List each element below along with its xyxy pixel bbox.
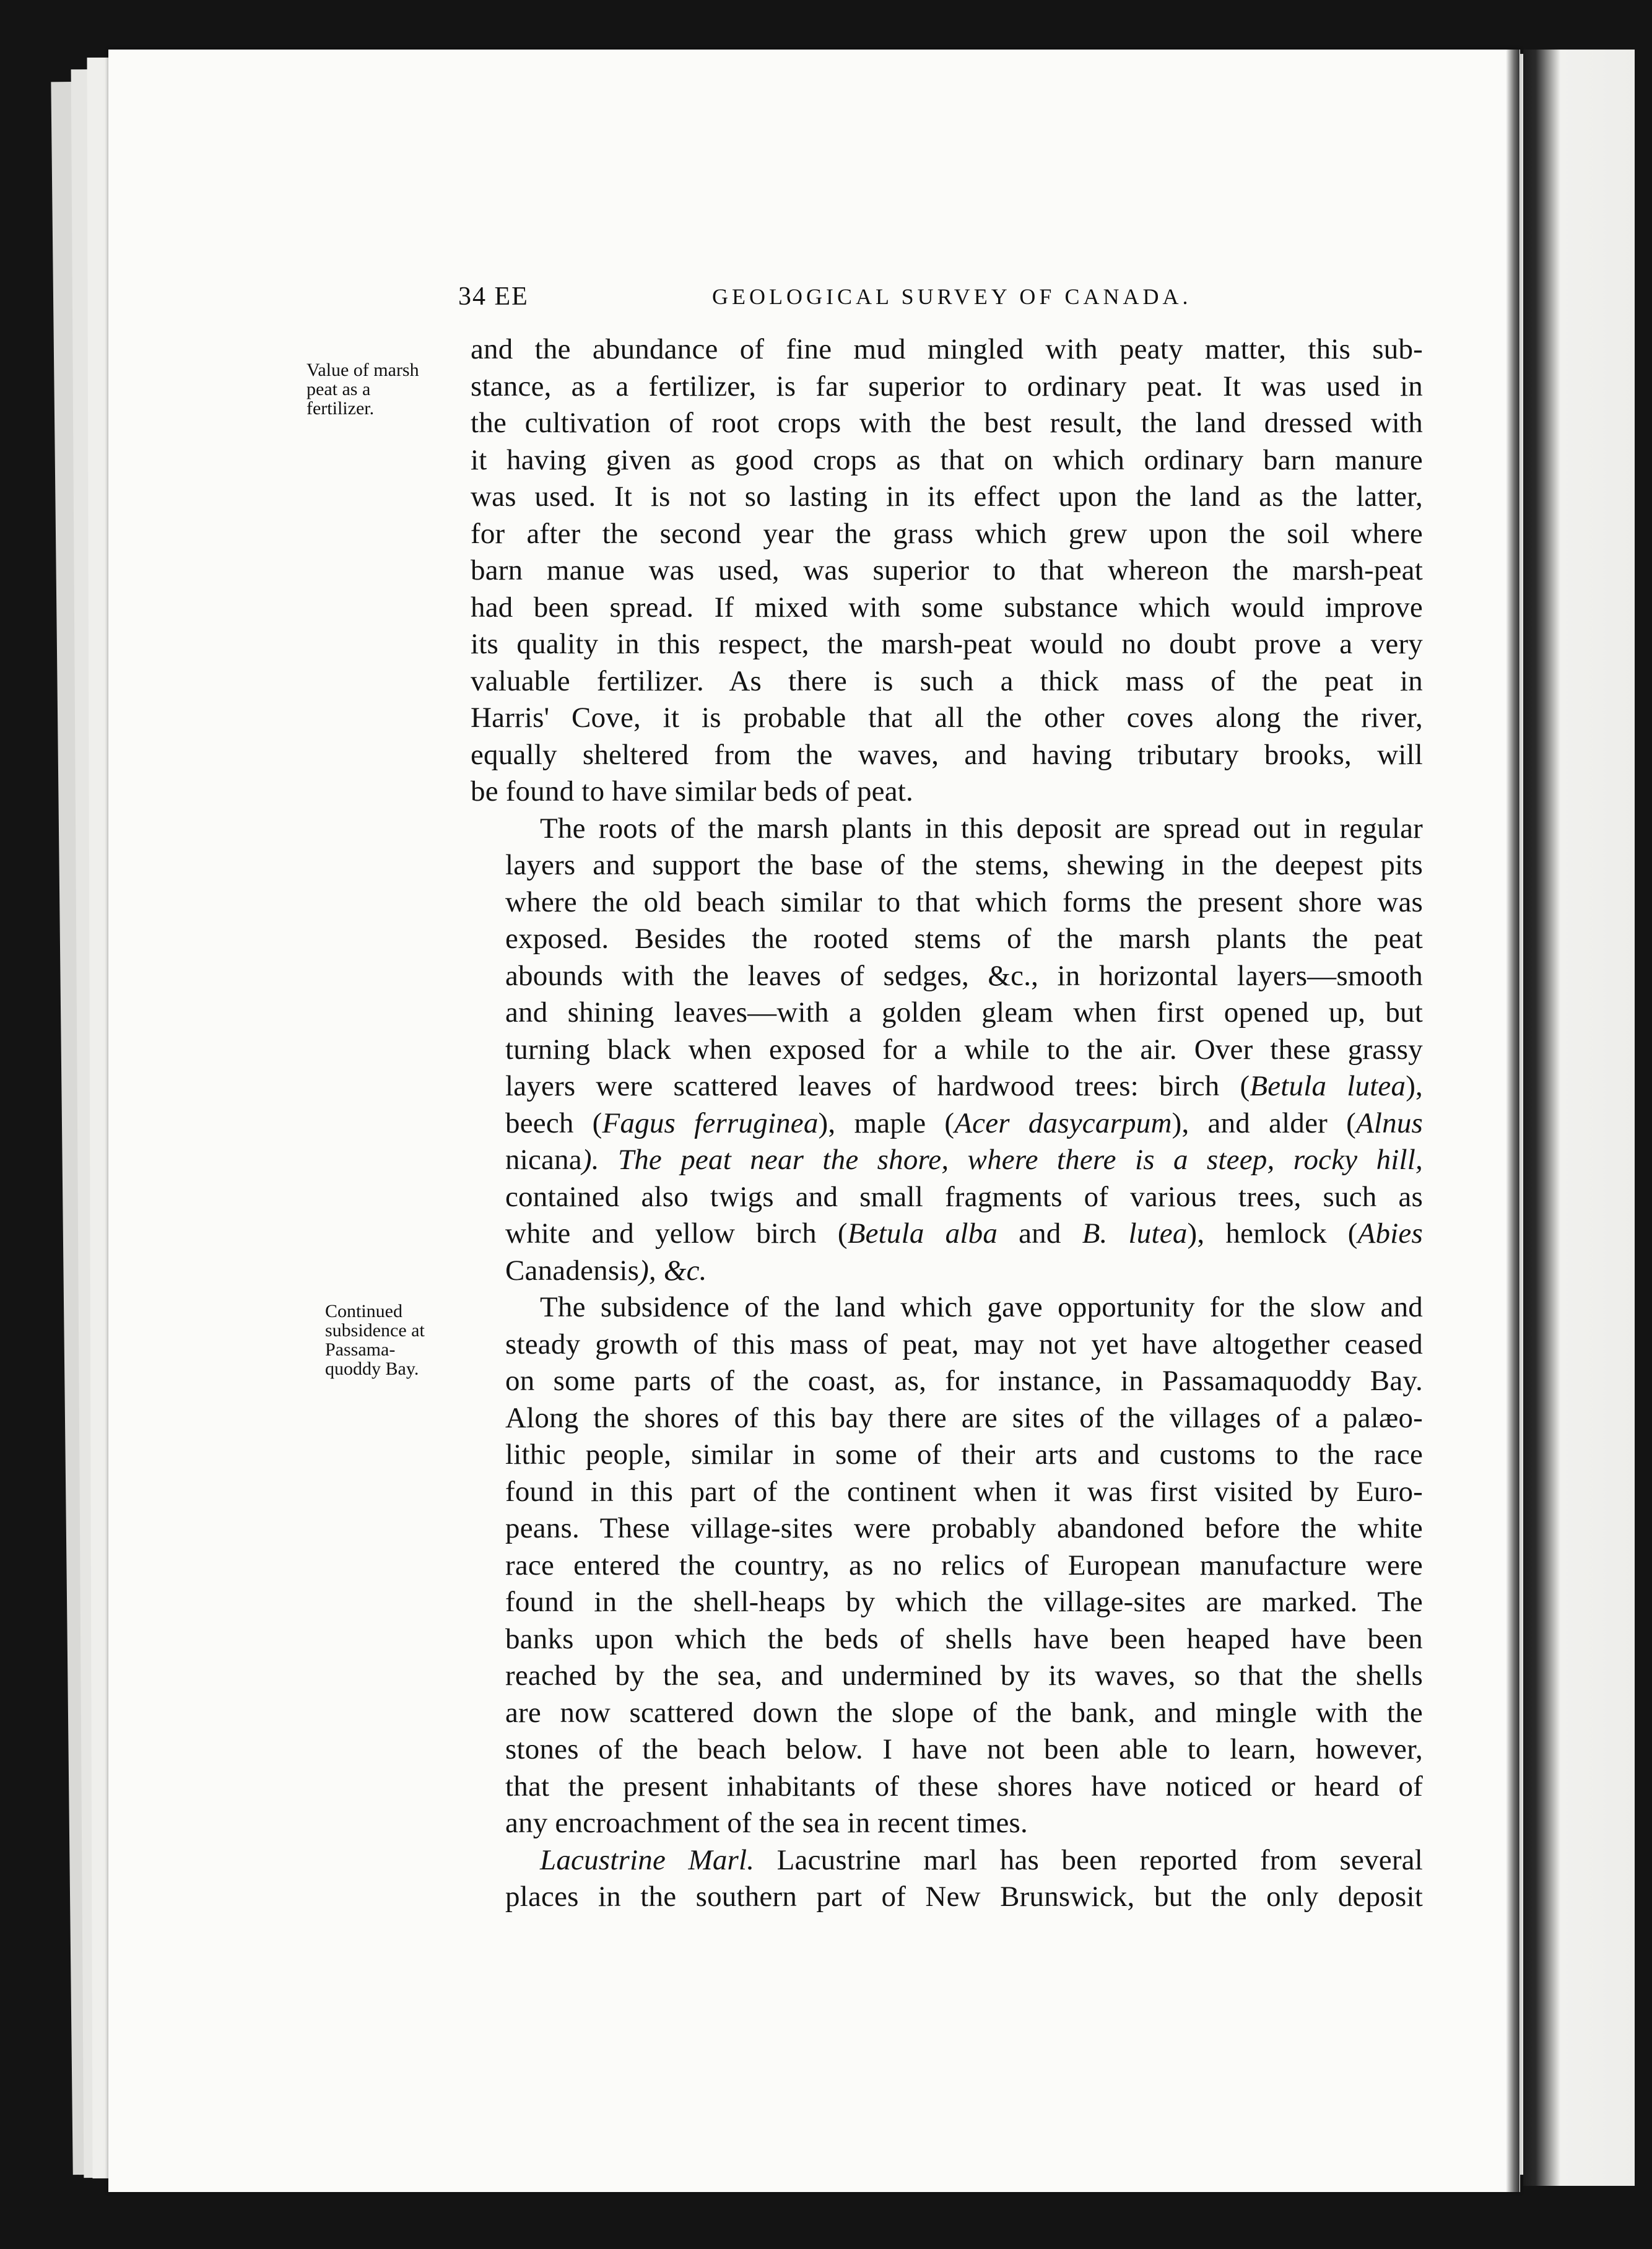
paragraph — [471, 811, 1423, 1290]
text-line: contained also twigs and small fragments of various trees, such as — [505, 1180, 1423, 1213]
paragraph — [471, 1842, 1423, 1916]
text-line: layers were scattered leaves of hardwood trees: birch (Betula lutea), — [505, 1070, 1423, 1102]
text-line: white and yellow birch (Betula alba and B. lutea), hemlock (Abies — [505, 1217, 1423, 1250]
paragraph — [471, 331, 1423, 811]
text-line: exposed. Besides the rooted stems of the marsh plants the peat — [505, 923, 1423, 955]
text-line: stones of the beach below. I have not been able to learn, however, — [505, 1733, 1423, 1765]
text-line: places in the southern part of New Brunswick, but the only deposit — [505, 1881, 1423, 1913]
adjacent-page-edge — [1523, 50, 1635, 2186]
body-text — [471, 331, 1423, 1916]
text-line: abounds with the leaves of sedges, &c., in horizontal layers—smooth — [505, 959, 1423, 992]
text-line: found in the shell-heaps by which the village-sites are marked. The — [505, 1586, 1423, 1618]
text-line: banks upon which the beds of shells have been heaped have been — [505, 1622, 1423, 1655]
text-line: the cultivation of root crops with the best result, the land dressed with — [471, 407, 1423, 439]
text-line: was used. It is not so lasting in its effect upon the land as the latter, — [471, 481, 1423, 513]
text-line: had been spread. If mixed with some substance which would improve — [471, 591, 1423, 624]
text-line: layers and support the base of the stems, shewing in the deepest pits — [505, 849, 1423, 881]
page-number: 34 EE — [458, 282, 529, 311]
text-line: Along the shores of this bay there are sites of the villages of a palæo- — [505, 1401, 1423, 1434]
margin-note-line: Continued — [325, 1301, 402, 1321]
text-line: peans. These village-sites were probably abandoned before the white — [505, 1512, 1423, 1544]
margin-note-line: Passama- — [325, 1339, 396, 1360]
text-line: steady growth of this mass of peat, may not yet have altogether ceased — [505, 1328, 1423, 1360]
text-line: stance, as a fertilizer, is far superior to ordinary peat. It was used in — [471, 370, 1423, 402]
running-head: GEOLOGICAL SURVEY OF CANADA. — [712, 284, 1192, 309]
text-line: nicana). The peat near the shore, where there is a steep, rocky hill, — [505, 1144, 1423, 1176]
text-line: on some parts of the coast, as, for instance, in Passamaquoddy Bay. — [505, 1365, 1423, 1397]
text-line: reached by the sea, and undermined by its waves, so that the shells — [505, 1660, 1423, 1692]
text-line: for after the second year the grass which grew upon the soil where — [471, 517, 1423, 550]
margin-note-subsidence — [325, 1302, 492, 1378]
margin-note-line: subsidence at — [325, 1320, 425, 1341]
text-line: found in this part of the continent when it was first visited by Euro- — [505, 1475, 1423, 1508]
text-line: race entered the country, as no relics of European manufacture were — [505, 1549, 1423, 1581]
text-line: lithic people, similar in some of their arts and customs to the race — [505, 1438, 1423, 1471]
margin-note-line: fertilizer. — [306, 398, 375, 419]
text-line: turning black when exposed for a while to the air. Over these grassy — [505, 1033, 1423, 1066]
binding-shadow — [1506, 50, 1519, 2192]
margin-note-line: Value of marsh — [306, 360, 419, 380]
text-line: and shining leaves—with a golden gleam when first opened up, but — [505, 996, 1423, 1029]
text-line: its quality in this respect, the marsh-peat would no doubt prove a very — [471, 628, 1423, 660]
text-line: The roots of the marsh plants in this deposit are spread out in regular — [540, 812, 1423, 845]
text-line: barn manue was used, was superior to that whereon the marsh-peat — [471, 554, 1423, 586]
text-line: beech (Fagus ferruginea), maple (Acer dasycarpum), and alder (Alnus — [505, 1107, 1424, 1139]
text-line: The subsidence of the land which gave opportunity for the slow and — [540, 1291, 1423, 1323]
margin-note-line: quoddy Bay. — [325, 1359, 419, 1379]
paragraph — [471, 1289, 1423, 1842]
text-line: equally sheltered from the waves, and having tributary brooks, will — [471, 738, 1423, 771]
text-line: are now scattered down the slope of the bank, and mingle with the — [505, 1696, 1423, 1729]
text-line: and the abundance of fine mud mingled with peaty matter, this sub- — [471, 333, 1423, 365]
text-line: where the old beach similar to that which forms the present shore was — [505, 885, 1423, 918]
text-line: valuable fertilizer. As there is such a thick mass of the peat in — [471, 664, 1423, 697]
margin-note-marsh-peat — [306, 360, 474, 418]
text-line: Canadensis), &c. — [505, 1254, 707, 1287]
text-line: Lacustrine Marl. Lacustrine marl has been reported from several — [540, 1843, 1424, 1876]
text-line: Harris' Cove, it is probable that all the other coves along the river, — [471, 702, 1423, 734]
text-line: any encroachment of the sea in recent times. — [505, 1807, 1028, 1839]
text-line: it having given as good crops as that on which ordinary barn manure — [471, 443, 1423, 476]
text-line: be found to have similar beds of peat. — [471, 775, 914, 807]
margin-note-line: peat as a — [306, 379, 371, 399]
text-line: that the present inhabitants of these shores have noticed or heard of — [505, 1770, 1423, 1803]
